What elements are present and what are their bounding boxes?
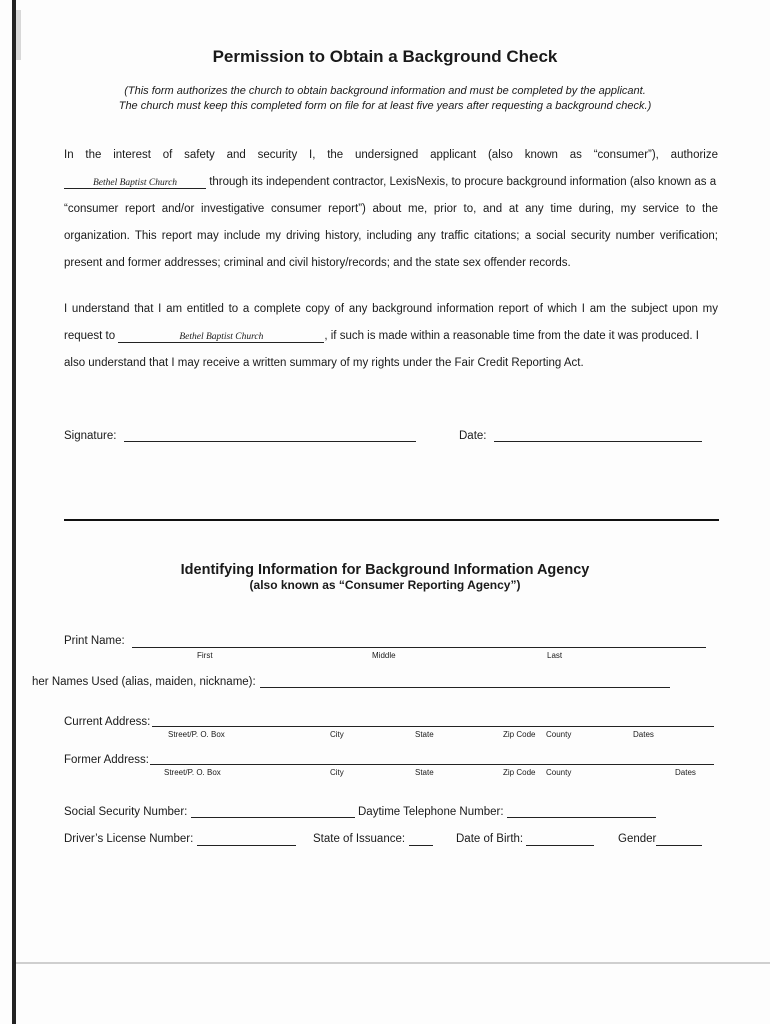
form-title: Permission to Obtain a Background Check (212, 47, 558, 66)
p1-line-1: In the interest of safety and security I, the undersigned applicant (also known as “consumer”), authorize (64, 149, 718, 161)
ssn-label: Social Security Number: (64, 806, 188, 818)
former-zip-caption: Zip Code (503, 768, 536, 777)
name-last-caption: Last (547, 651, 563, 660)
current-county-caption: County (546, 730, 572, 739)
current-dates-caption: Dates (633, 730, 654, 739)
authorized-church-field[interactable]: Bethel Baptist Church (64, 178, 206, 189)
date-field[interactable] (494, 441, 702, 442)
former-address-label: Former Address: (64, 754, 149, 766)
current-city-caption: City (330, 730, 344, 739)
p2-line-3: also understand that I may receive a written summary of my rights under the Fair Credit Reporting Act. (64, 357, 584, 369)
current-state-caption: State (415, 730, 434, 739)
former-city-caption: City (330, 768, 344, 777)
current-address-label: Current Address: (64, 716, 151, 728)
former-dates-caption: Dates (675, 768, 696, 777)
license-field[interactable] (197, 845, 296, 846)
form-note-line-1: (This form authorizes the church to obtain background information and must be completed by the applicant. (124, 85, 646, 97)
report-recipient-field[interactable]: Bethel Baptist Church (118, 332, 324, 343)
issuance-field[interactable] (409, 845, 433, 846)
section-divider (64, 519, 719, 521)
p1-line-2 (64, 176, 718, 189)
p2-line-2-start: request to (64, 330, 116, 342)
p1-line-3: “consumer report and/or investigative consumer report”) about me, prior to, and at any time during, my service to the (64, 203, 718, 215)
signature-label: Signature: (64, 430, 117, 442)
phone-field[interactable] (507, 817, 656, 818)
name-first-caption: First (197, 651, 213, 660)
current-street-caption: Street/P. O. Box (168, 730, 225, 739)
section-2-title: Identifying Information for Background Information Agency (180, 562, 590, 578)
phone-label: Daytime Telephone Number: (358, 806, 504, 818)
dob-field[interactable] (526, 845, 594, 846)
issuance-label: State of Issuance: (313, 833, 406, 845)
license-label: Driver’s License Number: (64, 833, 194, 845)
former-address-field[interactable] (150, 764, 714, 765)
scan-edge-left (12, 0, 16, 1024)
current-zip-caption: Zip Code (503, 730, 536, 739)
other-names-label: her Names Used (alias, maiden, nickname): (32, 676, 256, 688)
former-county-caption: County (546, 768, 572, 777)
gender-label: Gender (618, 833, 657, 845)
former-state-caption: State (415, 768, 434, 777)
former-street-caption: Street/P. O. Box (164, 768, 221, 777)
section-2-subtitle: (also known as “Consumer Reporting Agency”) (249, 578, 521, 592)
form-note-line-2: The church must keep this completed form on file for at least five years after requesting a background check.) (118, 100, 652, 112)
scan-edge-bottom (16, 962, 770, 964)
date-label: Date: (459, 430, 487, 442)
p1-line-2-text: through its independent contractor, LexisNexis, to procure background information (also known as a (209, 176, 717, 188)
name-middle-caption: Middle (372, 651, 396, 660)
current-address-field[interactable] (152, 726, 714, 727)
print-name-field[interactable] (132, 647, 706, 648)
dob-label: Date of Birth: (456, 833, 524, 845)
print-name-label: Print Name: (64, 635, 125, 647)
ssn-field[interactable] (191, 817, 355, 818)
other-names-field[interactable] (260, 687, 670, 688)
p1-line-4: organization. This report may include my driving history, including any traffic citations; a social security number verification; (64, 230, 718, 242)
p2-line-2-end: , if such is made within a reasonable time from the date it was produced. I (324, 330, 699, 342)
p2-line-2 (64, 330, 718, 343)
signature-field[interactable] (124, 441, 416, 442)
p1-line-5: present and former addresses; criminal and civil history/records; and the state sex offender records. (64, 257, 571, 269)
p2-line-1: I understand that I am entitled to a complete copy of any background information report of which I am the subject upon my (64, 303, 718, 315)
gender-field[interactable] (656, 845, 702, 846)
